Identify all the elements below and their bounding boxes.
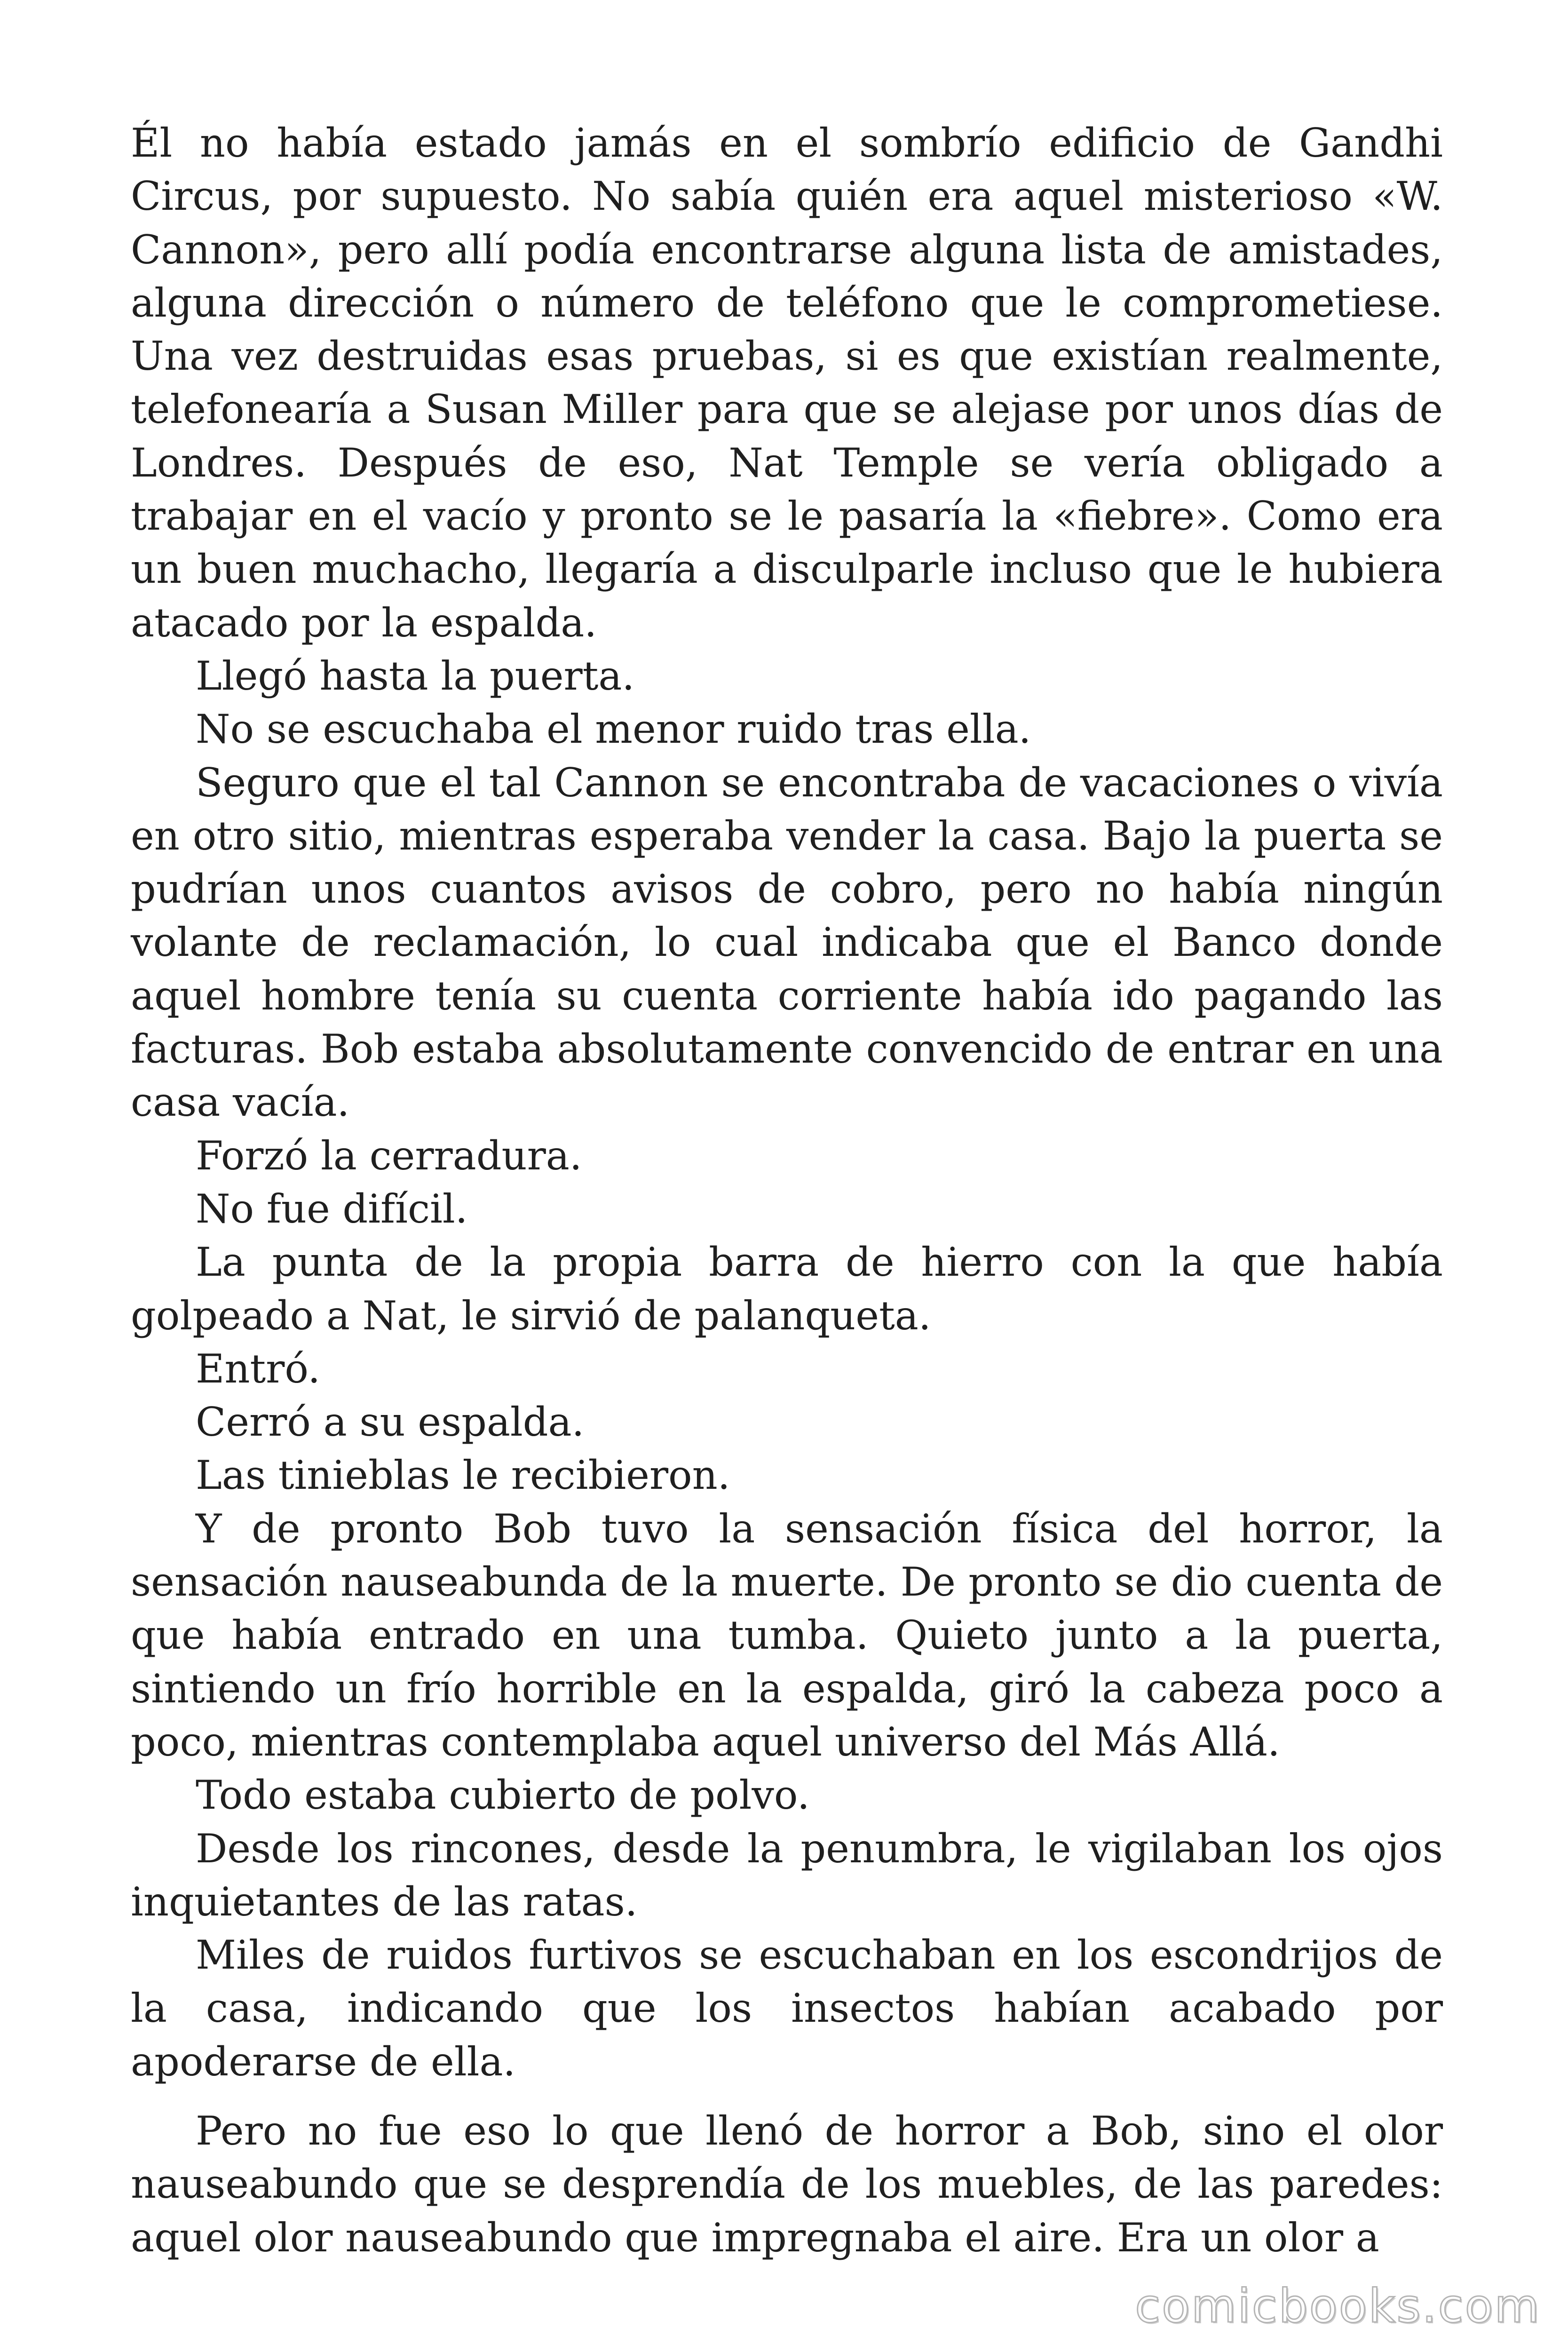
- paragraph-4: Seguro que el tal Cannon se encontraba de vacaciones o vivía en otro sitio, mientras esperaba vender la casa. Bajo la puerta se pudrían unos cuantos avisos de cobro, pero no había ningún volante de reclamación, lo cual indicaba que el Banco donde aquel hombre tenía su cuenta corriente había ido pagando las facturas. Bob estaba absolutamente convencido de entrar en una casa vacía.: [131, 759, 1443, 1126]
- watermark-logo: comicbooks.com: [1135, 2280, 1541, 2333]
- paragraph-13: Desde los rincones, desde la penumbra, le vigilaban los ojos inquietantes de las ratas.: [131, 1825, 1443, 1925]
- paragraph-3: No se escuchaba el menor ruido tras ella.: [196, 706, 1031, 753]
- paragraph-5: Forzó la cerradura.: [196, 1132, 582, 1179]
- paragraph-14: Miles de ruidos furtivos se escuchaban en los escondrijos de la casa, indicando que los insectos habían acabado por apoderarse de ella.: [131, 1932, 1443, 2085]
- paragraph-15: Pero no fue eso lo que llenó de horror a Bob, sino el olor nauseabundo que se desprendía de los muebles, de las paredes: aquel olor nauseabundo que impregnaba el aire. Era un olor a: [131, 2107, 1443, 2261]
- body-text: [131, 117, 1443, 2265]
- paragraph-10: Las tinieblas le recibieron.: [196, 1452, 730, 1499]
- paragraph-12: Todo estaba cubierto de polvo.: [196, 1772, 810, 1819]
- paragraph-11: Y de pronto Bob tuvo la sensación física del horror, la sensación nauseabunda de la muerte. De pronto se dio cuenta de que había entrado en una tumba. Quieto junto a la puerta, sintiendo un frío horrible en la espalda, giró la cabeza poco a poco, mientras contemplaba aquel universo del Más Allá.: [131, 1505, 1443, 1765]
- paragraph-1: Él no había estado jamás en el sombrío edificio de Gandhi Circus, por supuesto. No sabía quién era aquel misterioso «W. Cannon», pero allí podía encontrarse alguna lista de amistades, alguna dirección o número de teléfono que le comprometiese. Una vez destruidas esas pruebas, si es que existían realmente, telefonearía a Susan Miller para que se alejase por unos días de Londres. Después de eso, Nat Temple se vería obligado a trabajar en el vacío y pronto se le pasaría la «fiebre». Como era un buen muchacho, llegaría a disculparle incluso que le hubiera atacado por la espalda.: [131, 120, 1443, 646]
- paragraph-8: Entró.: [196, 1345, 321, 1392]
- paragraph-9: Cerró a su espalda.: [196, 1399, 585, 1446]
- paragraph-6: No fue difícil.: [196, 1185, 468, 1232]
- paragraph-2: Llegó hasta la puerta.: [196, 652, 635, 699]
- paragraph-7: La punta de la propia barra de hierro con la que había golpeado a Nat, le sirvió de palanqueta.: [131, 1239, 1443, 1339]
